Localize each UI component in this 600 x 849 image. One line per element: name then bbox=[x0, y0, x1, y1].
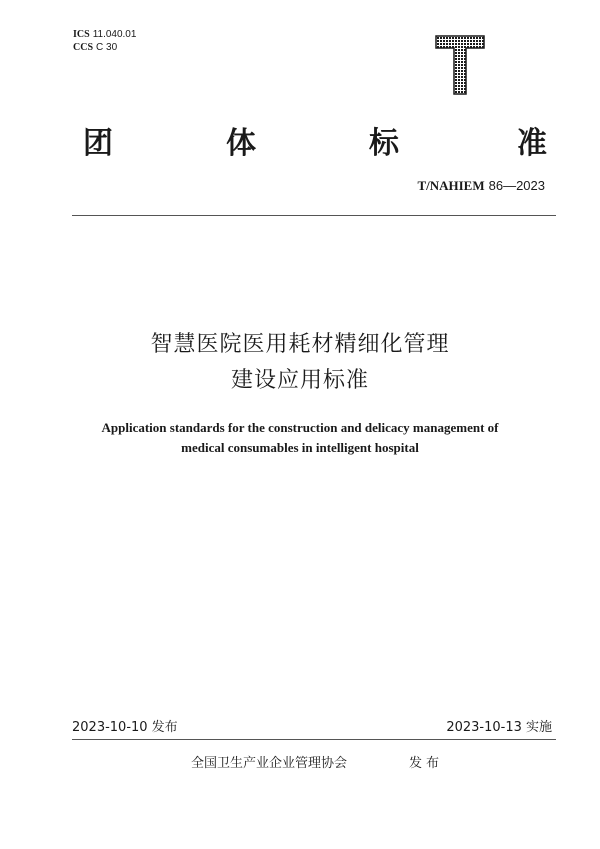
classification-codes bbox=[73, 28, 136, 54]
ics-code bbox=[73, 28, 136, 41]
bottom-divider bbox=[72, 739, 556, 740]
title-cn-line-1: 智慧医院医用耗材精细化管理 bbox=[150, 332, 450, 357]
category-char-1: 团 bbox=[83, 126, 113, 161]
category-char-4: 准 bbox=[517, 126, 547, 161]
document-category bbox=[83, 118, 551, 161]
standard-year: 86—2023 bbox=[488, 178, 545, 193]
ccs-label: CCS bbox=[73, 42, 94, 53]
category-char-2: 体 bbox=[226, 126, 256, 161]
ccs-value: C 30 bbox=[96, 42, 118, 53]
ics-value: 11.040.01 bbox=[92, 29, 137, 40]
implementation-date: 2023-10-13 实施 bbox=[446, 720, 552, 735]
title-cn-line-2: 建设应用标准 bbox=[230, 368, 369, 393]
standard-logo-t bbox=[434, 34, 486, 96]
release-date: 2023-10-10 发布 bbox=[72, 720, 178, 735]
title-en-line-2: medical consumables in intelligent hospital bbox=[181, 440, 419, 455]
ccs-code bbox=[73, 41, 136, 54]
standard-code: T/NAHIEM bbox=[417, 178, 485, 193]
top-divider bbox=[72, 215, 556, 216]
title-en-line-1: Application standards for the construction and delicacy management of bbox=[101, 420, 499, 435]
category-char-3: 标 bbox=[369, 126, 399, 161]
publisher-name: 全国卫生产业企业管理协会 bbox=[191, 756, 348, 771]
ics-label: ICS bbox=[73, 29, 90, 40]
issue-label: 发布 bbox=[409, 756, 444, 771]
standard-number bbox=[417, 178, 545, 194]
